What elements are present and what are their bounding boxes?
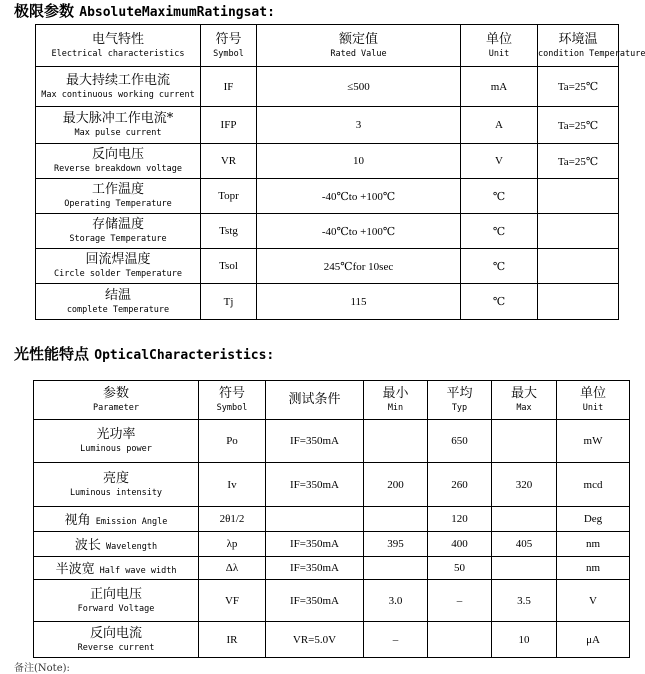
symbol-cell: Tstg (201, 214, 257, 249)
table-row (36, 249, 619, 284)
param-en: Wavelength (105, 542, 158, 552)
symbol-cell: Δλ (199, 557, 266, 580)
unit-cell: ℃ (461, 179, 538, 214)
table-header-row (34, 381, 630, 420)
param-cn: 存储温度 (91, 217, 144, 232)
unit-cell: nm (557, 532, 630, 557)
param-en: complete Temperature (66, 304, 170, 315)
header-cell: 单位 Unit (461, 25, 538, 67)
note-label: 备注(Note): (14, 663, 70, 674)
unit-cell: ℃ (461, 214, 538, 249)
table-row (36, 214, 619, 249)
param-en: Half wave width (99, 566, 177, 576)
typ-cell: 650 (428, 420, 492, 463)
param-en: Reverse current (77, 642, 155, 653)
unit-cell: V (461, 144, 538, 179)
param-cn: 反向电压 (91, 147, 144, 162)
header-cell: 符号 Symbol (199, 381, 266, 420)
max-cell: 3.5 (492, 580, 557, 622)
param-cn: 亮度 (102, 470, 129, 486)
symbol-cell: Po (199, 420, 266, 463)
table-row (36, 67, 619, 107)
unit-cell: mA (461, 67, 538, 107)
table-row (36, 179, 619, 214)
unit-cell: ℃ (461, 249, 538, 284)
optical-characteristics-table (33, 380, 630, 658)
unit-cell: nm (557, 557, 630, 580)
typ-cell: – (428, 580, 492, 622)
table-row (36, 144, 619, 179)
condition-cell: Ta=25℃ (538, 107, 619, 144)
min-cell: – (364, 622, 428, 658)
header-cell: 单位 Unit (557, 381, 630, 420)
test-condition-cell (266, 507, 364, 532)
max-cell (492, 507, 557, 532)
param-cn: 光功率 (96, 427, 136, 442)
condition-cell (538, 179, 619, 214)
max-cell: 320 (492, 463, 557, 507)
symbol-cell: Topr (201, 179, 257, 214)
symbol-cell: Iv (199, 463, 266, 507)
header-cell: 最小 Min (364, 381, 428, 420)
unit-cell: mW (557, 420, 630, 463)
test-condition-cell: IF=350mA (266, 557, 364, 580)
param-en: Reverse breakdown voltage (54, 164, 182, 174)
condition-cell (538, 284, 619, 320)
table-row (34, 532, 630, 557)
symbol-cell: Tsol (201, 249, 257, 284)
param-cn: 半波宽 (55, 562, 95, 577)
typ-cell: 120 (428, 507, 492, 532)
min-cell: 3.0 (364, 580, 428, 622)
unit-cell: mcd (557, 463, 630, 507)
table-row (34, 420, 630, 463)
max-cell (492, 420, 557, 463)
param-cn: 波长 (74, 538, 101, 553)
param-cn: 正向电压 (89, 586, 142, 602)
section1-heading (14, 0, 275, 21)
param-en: Luminous intensity (69, 487, 163, 498)
value-cell: 115 (257, 284, 461, 320)
table-row (34, 580, 630, 622)
param-en: Max pulse current (74, 128, 162, 138)
param-cn: 结温 (104, 287, 131, 303)
max-cell (492, 557, 557, 580)
section1-title-en: AbsoluteMaximumRatingsat: (79, 5, 275, 20)
header-cell: 参数 Parameter (34, 381, 199, 420)
header-cell: 环境温 condition Temperature (538, 25, 619, 67)
header-cell: 最大 Max (492, 381, 557, 420)
param-en: Emission Angle (95, 517, 168, 527)
value-cell: ≤500 (257, 67, 461, 107)
symbol-cell: IF (201, 67, 257, 107)
typ-cell: 400 (428, 532, 492, 557)
param-cn: 最大脉冲工作电流* (62, 111, 174, 126)
table-header-row (36, 25, 619, 67)
condition-cell (538, 214, 619, 249)
test-condition-cell: VR=5.0V (266, 622, 364, 658)
param-en: Circle solder Temperature (54, 269, 182, 279)
table-row (34, 622, 630, 658)
min-cell (364, 557, 428, 580)
symbol-cell: λp (199, 532, 266, 557)
section2-title-en: OpticalCharacteristics: (94, 348, 275, 363)
min-cell (364, 420, 428, 463)
value-cell: 10 (257, 144, 461, 179)
param-en: Operating Temperature (64, 199, 172, 209)
section2-heading (14, 343, 274, 364)
param-cn: 反向电流 (89, 625, 142, 641)
value-cell: -40℃to +100℃ (257, 214, 461, 249)
table-row (34, 557, 630, 580)
section2-title-cn: 光性能特点 (14, 345, 90, 363)
min-cell: 200 (364, 463, 428, 507)
header-cell: 平均 Typ (428, 381, 492, 420)
unit-cell: Deg (557, 507, 630, 532)
test-condition-cell: IF=350mA (266, 463, 364, 507)
test-condition-cell: IF=350mA (266, 580, 364, 622)
param-cn: 回流焊温度 (85, 252, 151, 267)
param-cn: 最大持续工作电流 (65, 72, 170, 88)
param-cn: 工作温度 (91, 182, 144, 197)
symbol-cell: 2θ1/2 (199, 507, 266, 532)
value-cell: -40℃to +100℃ (257, 179, 461, 214)
symbol-cell: VR (201, 144, 257, 179)
section1-title-cn: 极限参数 (14, 2, 75, 20)
header-cell: 电气特性 Electrical characteristics (36, 25, 201, 67)
absolute-max-ratings-table (35, 24, 645, 320)
param-cn: 视角 (64, 513, 91, 528)
unit-cell: μA (557, 622, 630, 658)
condition-cell: Ta=25℃ (538, 144, 619, 179)
table-row (36, 107, 619, 144)
param-en: Forward Voltage (77, 603, 155, 614)
value-cell: 3 (257, 107, 461, 144)
typ-cell (428, 622, 492, 658)
value-cell: 245℃for 10sec (257, 249, 461, 284)
max-cell: 405 (492, 532, 557, 557)
table-row (36, 284, 619, 320)
unit-cell: ℃ (461, 284, 538, 320)
min-cell: 395 (364, 532, 428, 557)
table-row (34, 463, 630, 507)
test-condition-cell: IF=350mA (266, 420, 364, 463)
table-row (34, 507, 630, 532)
param-en: Max continuous working current (41, 89, 195, 100)
symbol-cell: IR (199, 622, 266, 658)
test-condition-cell: IF=350mA (266, 532, 364, 557)
param-en: Luminous power (80, 444, 152, 454)
symbol-cell: VF (199, 580, 266, 622)
unit-cell: V (557, 580, 630, 622)
param-en: Storage Temperature (69, 234, 167, 244)
header-cell: 额定值 Rated Value (257, 25, 461, 67)
condition-cell (538, 249, 619, 284)
unit-cell: A (461, 107, 538, 144)
typ-cell: 260 (428, 463, 492, 507)
max-cell: 10 (492, 622, 557, 658)
header-cell: 符号 Symbol (201, 25, 257, 67)
header-cell: 测试条件 (266, 381, 364, 420)
min-cell (364, 507, 428, 532)
condition-cell: Ta=25℃ (538, 67, 619, 107)
typ-cell: 50 (428, 557, 492, 580)
symbol-cell: IFP (201, 107, 257, 144)
symbol-cell: Tj (201, 284, 257, 320)
